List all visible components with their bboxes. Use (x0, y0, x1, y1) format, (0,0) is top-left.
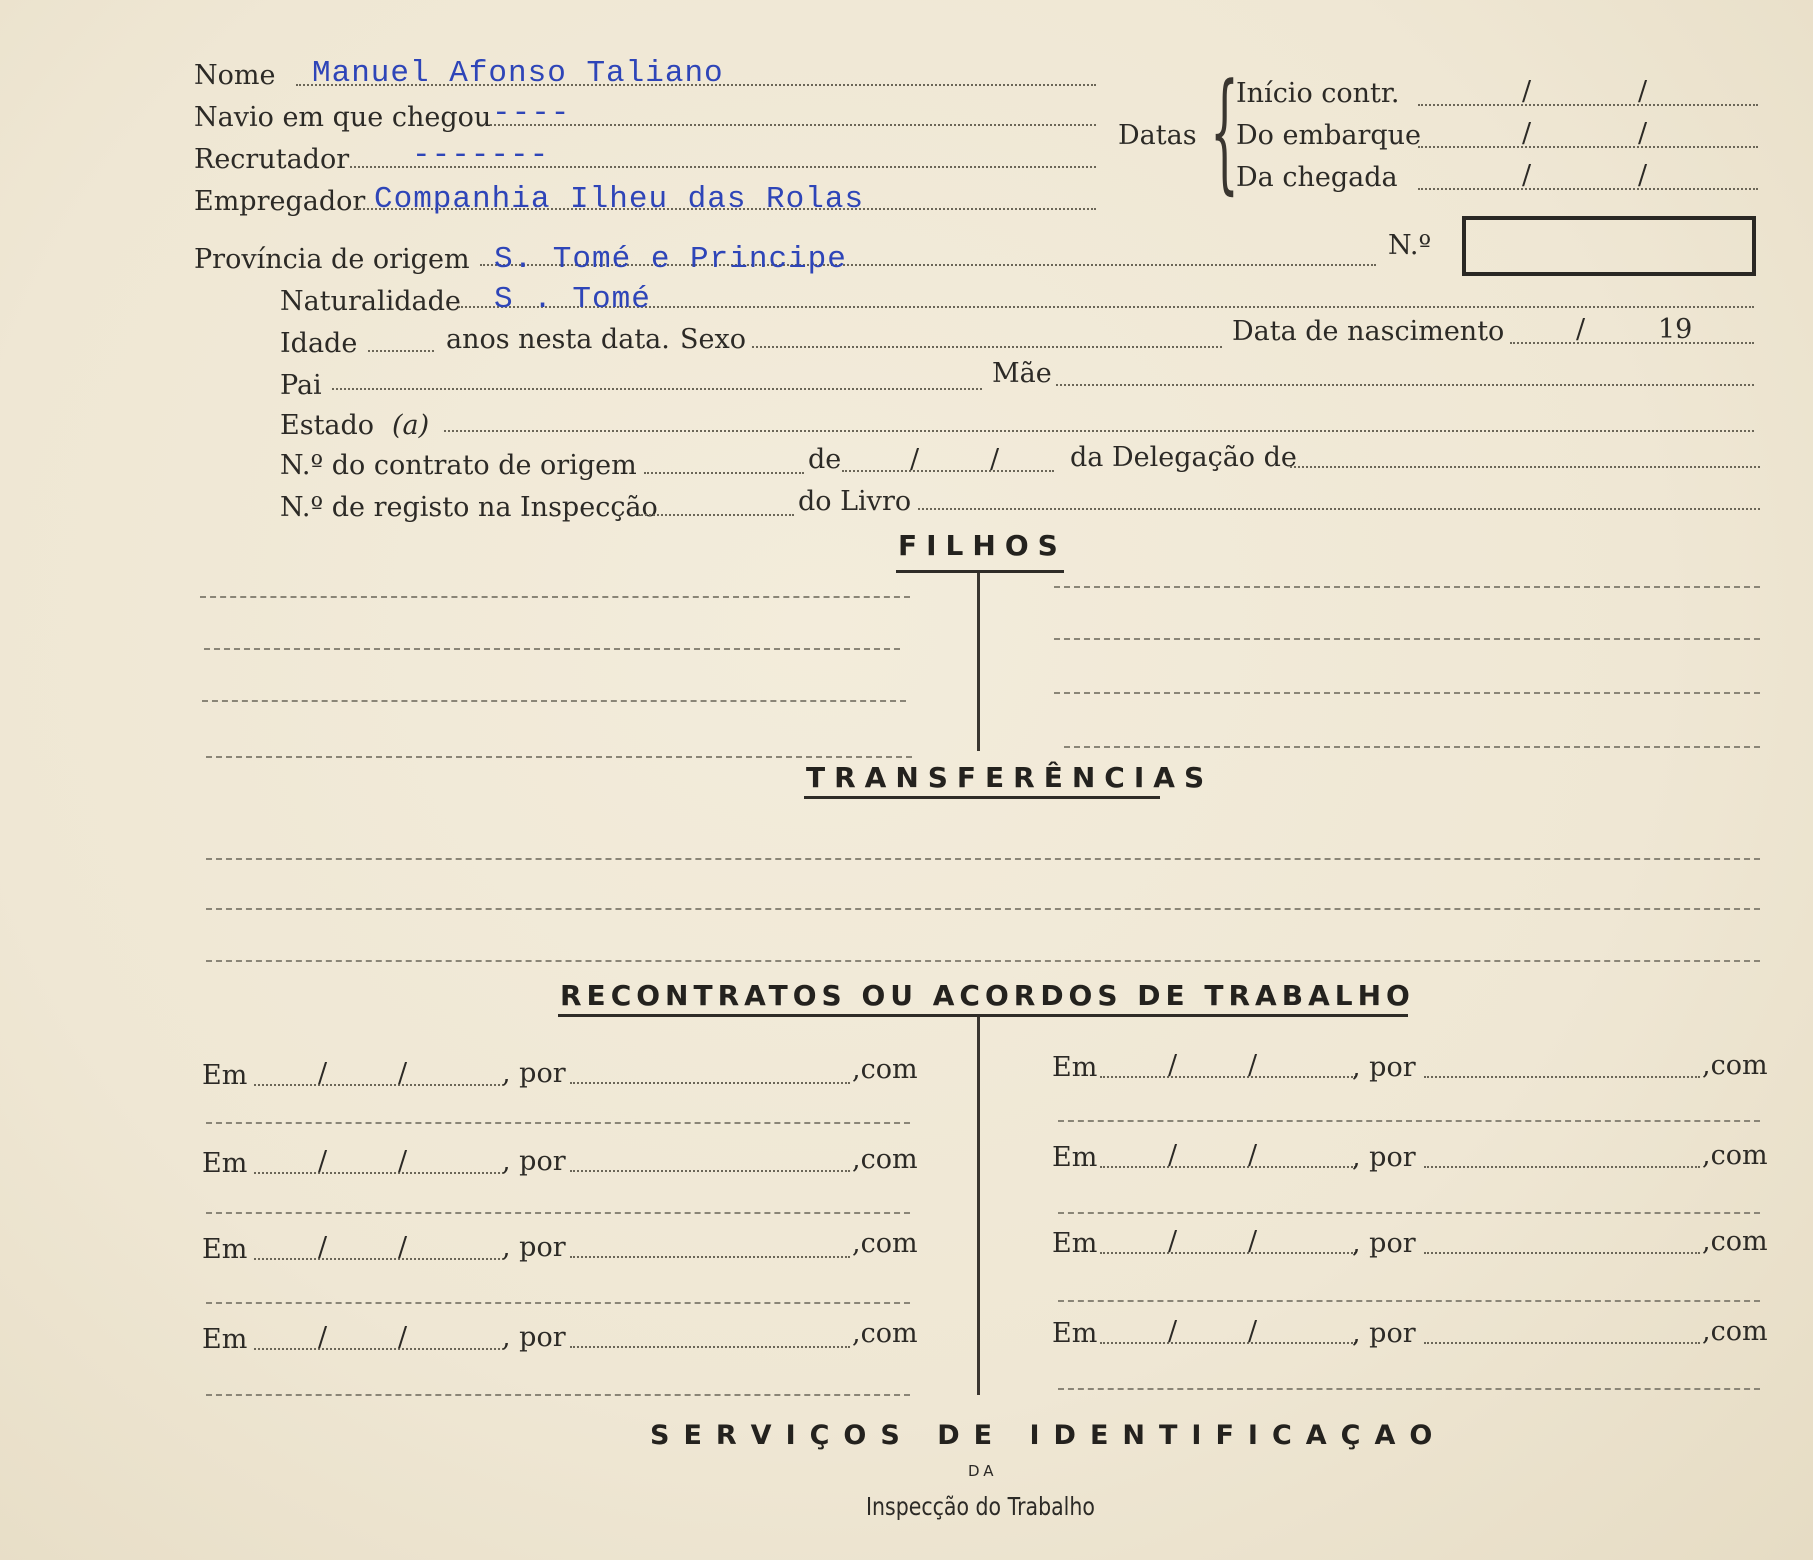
inicio-contr-label: Início contr. (1236, 78, 1400, 109)
naturalidade-label: Naturalidade (280, 286, 461, 317)
date-slash: / (1248, 1050, 1258, 1081)
date-slash: / (318, 1146, 328, 1177)
contrato-slash-1: / (910, 444, 920, 475)
date-line[interactable] (254, 1258, 504, 1260)
nascimento-line[interactable] (1510, 342, 1754, 344)
por-line[interactable] (570, 1346, 850, 1348)
por-line[interactable] (570, 1170, 850, 1172)
continuation-line[interactable] (206, 1122, 910, 1124)
nascimento-year: 19 (1658, 314, 1693, 345)
inicio-slash-2: / (1638, 76, 1648, 107)
filhos-heading: FILHOS (898, 529, 1067, 562)
contrato-line[interactable] (644, 472, 804, 474)
por-label: , por (1352, 1142, 1416, 1173)
embarque-label: Do embarque (1236, 120, 1422, 151)
por-label: , por (1352, 1228, 1416, 1259)
empregador-label: Empregador (194, 186, 366, 217)
com-label: ,com (852, 1318, 918, 1349)
continuation-line[interactable] (1058, 1212, 1760, 1214)
filhos-line-right-4[interactable] (1064, 746, 1760, 748)
sexo-line[interactable] (752, 346, 1222, 348)
sexo-label: Sexo (680, 324, 746, 355)
em-label: Em (202, 1148, 248, 1179)
nome-label: Nome (194, 60, 276, 91)
datas-label: Datas (1118, 120, 1197, 151)
contrato-slash-2: / (990, 444, 1000, 475)
inicio-slash-1: / (1522, 76, 1532, 107)
contrato-label: N.º do contrato de origem (280, 450, 637, 481)
por-line[interactable] (1424, 1076, 1700, 1078)
empregador-value[interactable]: Companhia Ilheu das Rolas (374, 182, 865, 217)
de-label: de (808, 444, 842, 475)
date-line[interactable] (1100, 1076, 1356, 1078)
transferencias-underline (804, 796, 1160, 799)
chegada-slash-2: / (1638, 160, 1648, 191)
filhos-line-right-3[interactable] (1054, 692, 1760, 694)
por-label: , por (502, 1058, 566, 1089)
embarque-slash-1: / (1522, 118, 1532, 149)
transferencias-line-2[interactable] (206, 908, 1760, 910)
filhos-underline (896, 570, 1064, 573)
transferencias-heading: TRANSFERÊNCIAS (806, 761, 1214, 794)
date-slash: / (1168, 1226, 1178, 1257)
date-slash: / (398, 1146, 408, 1177)
em-label: Em (1052, 1228, 1098, 1259)
filhos-line-left-2[interactable] (204, 648, 900, 650)
continuation-line[interactable] (1058, 1120, 1760, 1122)
em-label: Em (202, 1060, 248, 1091)
embarque-slash-2: / (1638, 118, 1648, 149)
naturalidade-line (458, 306, 1754, 308)
date-line[interactable] (1100, 1166, 1356, 1168)
com-label: ,com (852, 1054, 918, 1085)
idade-label: Idade (280, 328, 358, 359)
contrato-date-line[interactable] (842, 470, 1054, 472)
filhos-line-right-2[interactable] (1054, 638, 1760, 640)
idade-line[interactable] (368, 350, 434, 352)
inicio-contr-line[interactable] (1418, 104, 1758, 106)
continuation-line[interactable] (206, 1394, 910, 1396)
em-label: Em (1052, 1318, 1098, 1349)
por-line[interactable] (1424, 1252, 1700, 1254)
navio-label: Navio em que chegou (194, 102, 492, 133)
com-label: ,com (1702, 1226, 1768, 1257)
date-slash: / (398, 1058, 408, 1089)
mae-label: Mãe (992, 358, 1052, 389)
delegacao-label: da Delegação de (1070, 442, 1297, 473)
provincia-value[interactable]: S. Tomé e Principe (494, 242, 847, 277)
footer-line-3: Inspecção do Trabalho (866, 1492, 1095, 1521)
filhos-line-left-4[interactable] (206, 756, 912, 758)
pai-label: Pai (280, 370, 322, 401)
recontratos-underline (558, 1014, 1408, 1017)
numero-label: N.º (1388, 230, 1432, 261)
por-line[interactable] (1424, 1166, 1700, 1168)
registo-label: N.º de registo na Inspecção (280, 492, 658, 523)
estado-note: (a) (392, 410, 430, 441)
mae-line[interactable] (1056, 384, 1754, 386)
com-label: ,com (1702, 1140, 1768, 1171)
date-line[interactable] (254, 1084, 504, 1086)
recrutador-value[interactable]: ------- (412, 138, 550, 173)
delegacao-line[interactable] (1290, 466, 1760, 468)
com-label: ,com (852, 1144, 918, 1175)
livro-label: do Livro (798, 486, 912, 517)
por-label: , por (1352, 1318, 1416, 1349)
em-label: Em (202, 1324, 248, 1355)
continuation-line[interactable] (206, 1212, 910, 1214)
filhos-line-right-1[interactable] (1054, 586, 1760, 588)
naturalidade-value[interactable]: S . Tomé (494, 282, 651, 317)
continuation-line[interactable] (1058, 1300, 1760, 1302)
footer-line-1: SERVIÇOS DE IDENTIFICAÇAO (650, 1420, 1447, 1451)
recontratos-heading: RECONTRATOS OU ACORDOS DE TRABALHO (560, 979, 1415, 1012)
date-slash: / (318, 1058, 328, 1089)
footer-line-2: DA (968, 1462, 998, 1480)
embarque-line[interactable] (1418, 146, 1758, 148)
por-label: , por (502, 1232, 566, 1263)
date-line[interactable] (1100, 1252, 1356, 1254)
date-line[interactable] (1100, 1342, 1356, 1344)
por-label: , por (1352, 1052, 1416, 1083)
por-line[interactable] (1424, 1342, 1700, 1344)
em-label: Em (1052, 1142, 1098, 1173)
date-slash: / (318, 1232, 328, 1263)
com-label: ,com (1702, 1316, 1768, 1347)
date-slash: / (398, 1322, 408, 1353)
livro-line[interactable] (918, 508, 1760, 510)
recontratos-divider (977, 1017, 980, 1395)
com-label: ,com (1702, 1050, 1768, 1081)
nome-value[interactable]: Manuel Afonso Taliano (312, 56, 724, 91)
date-slash: / (1168, 1140, 1178, 1171)
por-label: , por (502, 1322, 566, 1353)
date-slash: / (1168, 1316, 1178, 1347)
date-slash: / (1248, 1316, 1258, 1347)
continuation-line[interactable] (206, 1302, 910, 1304)
navio-line (490, 124, 1096, 126)
date-slash: / (1248, 1226, 1258, 1257)
estado-line[interactable] (444, 430, 1754, 432)
chegada-label: Da chegada (1236, 162, 1398, 193)
navio-value[interactable]: ---- (492, 96, 571, 131)
anos-label: anos nesta data. (446, 324, 670, 355)
por-line[interactable] (570, 1082, 850, 1084)
recrutador-label: Recrutador (194, 144, 350, 175)
nascimento-slash: / (1576, 314, 1586, 345)
nascimento-label: Data de nascimento (1232, 316, 1505, 347)
estado-label: Estado (280, 410, 375, 441)
continuation-line[interactable] (1058, 1388, 1760, 1390)
pai-line[interactable] (332, 388, 982, 390)
filhos-line-left-1[interactable] (200, 596, 910, 598)
com-label: ,com (852, 1228, 918, 1259)
date-slash: / (1168, 1050, 1178, 1081)
provincia-label: Província de origem (194, 244, 470, 275)
date-slash: / (398, 1232, 408, 1263)
registo-line[interactable] (638, 514, 794, 516)
chegada-line[interactable] (1418, 188, 1758, 190)
transferencias-line-3[interactable] (206, 960, 1760, 962)
date-line[interactable] (254, 1348, 504, 1350)
date-slash: / (1248, 1140, 1258, 1171)
datas-brace: { (1210, 55, 1239, 207)
chegada-slash-1: / (1522, 160, 1532, 191)
em-label: Em (1052, 1052, 1098, 1083)
numero-box[interactable] (1462, 216, 1756, 276)
date-line[interactable] (254, 1172, 504, 1174)
transferencias-line-1[interactable] (206, 858, 1760, 860)
por-label: , por (502, 1146, 566, 1177)
em-label: Em (202, 1234, 248, 1265)
date-slash: / (318, 1322, 328, 1353)
filhos-line-left-3[interactable] (202, 700, 906, 702)
filhos-divider (977, 573, 980, 751)
por-line[interactable] (570, 1256, 850, 1258)
